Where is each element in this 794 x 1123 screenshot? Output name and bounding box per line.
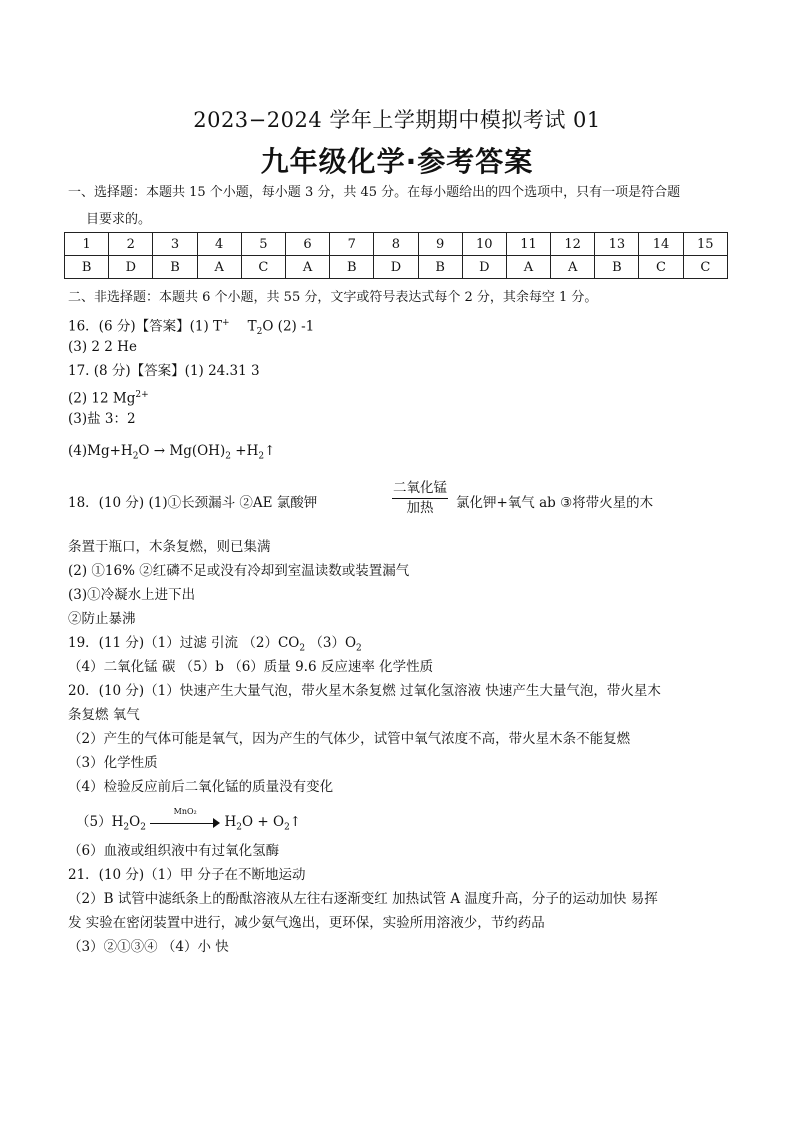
q19-sub: 2: [299, 643, 306, 654]
answer-cell: B: [153, 256, 197, 279]
q19-line1-text: 19．(11 分)（1）过滤 引流 （2）CO: [68, 635, 300, 651]
q20-line4: （3）化学性质: [68, 755, 158, 771]
q20-eq-sub: 2: [284, 822, 290, 833]
exam-title: 2023−2024 学年上学期期中模拟考试 01: [193, 108, 601, 132]
question-number-row: [65, 233, 728, 256]
q20-eq-sub: 2: [236, 822, 243, 833]
q19-line2: （4）二氧化锰 碳 （5）b （6）质量 9.6 反应速率 化学性质: [68, 659, 434, 675]
q20-eq-part: O: [129, 814, 141, 830]
question-number-cell: 4: [197, 233, 241, 256]
q20-line1: 20．(10 分)（1）快速产生大量气泡，带火星木条复燃 过氧化氢溶液 快速产生大量气泡，带火星木: [68, 683, 661, 699]
question-number-cell: 13: [595, 233, 639, 256]
answer-cell: D: [462, 256, 506, 279]
question-number-cell: 7: [330, 233, 374, 256]
section2-intro: 二、非选择题：本题共 6 个小题，共 55 分，文字或符号表达式每个 2 分，其余每空 1 分。: [68, 290, 598, 305]
q17-line1: 17. (8 分)【答案】(1) 24.31 3: [68, 363, 260, 379]
q20-line3: （2）产生的气体可能是氧气，因为产生的气体少，试管中氧气浓度不高，带火星木条不能复燃: [68, 731, 631, 747]
q17-eq-sub: 2: [225, 451, 231, 462]
answer-cell: A: [551, 256, 595, 279]
question-number-cell: 14: [639, 233, 683, 256]
q18-line3: (2) ①16% ②红磷不足或没有冷却到室温读数或装置漏气: [68, 563, 410, 579]
answer-cell: C: [683, 256, 727, 279]
answer-cell: D: [109, 256, 153, 279]
section1-intro-line1: 一、选择题：本题共 15 个小题，每小题 3 分，共 45 分。在每小题给出的四个选项中，只有一项是符合题: [68, 185, 681, 200]
answer-cell: C: [639, 256, 683, 279]
q21-line2: （2）B 试管中滤纸条上的酚酞溶液从左往右逐渐变红 加热试管 A 温度升高，分子的运动加快 易挥: [68, 891, 658, 907]
q17-line3: (3)盐 3：2: [68, 411, 136, 427]
q16-line2: (3) 2 2 He: [68, 339, 137, 355]
q16-mid: T: [247, 318, 257, 335]
answer-cell: B: [595, 256, 639, 279]
question-number-cell: 15: [683, 233, 727, 256]
q20-eq-part: ↑: [289, 814, 302, 830]
q18-condition-catalyst: 二氧化锰: [392, 480, 448, 499]
q20-eq-sub: 2: [140, 822, 146, 833]
q16-tail: O (2) -1: [262, 318, 315, 335]
q16-sup: +: [222, 318, 230, 328]
q20-eq-sub: 2: [123, 822, 130, 833]
answer-cell: A: [285, 256, 329, 279]
question-number-cell: 3: [153, 233, 197, 256]
q17-line4-equation: [68, 442, 275, 466]
answer-cell: B: [418, 256, 462, 279]
answer-row: [65, 256, 728, 279]
answer-cell: A: [197, 256, 241, 279]
q20-eq-part: O + O: [242, 814, 285, 830]
question-number-cell: 11: [506, 233, 550, 256]
q20-line5: （4）检验反应前后二氧化锰的质量没有变化: [68, 779, 334, 795]
q16-prefix: 16．(6 分)【答案】(1) T: [68, 318, 223, 335]
question-number-cell: 10: [462, 233, 506, 256]
q17-eq-part: O → Mg(OH): [138, 443, 226, 459]
q20-equation: [76, 806, 302, 833]
q17-line2-sup: 2+: [135, 390, 149, 400]
q16-sub: 2: [256, 327, 263, 338]
q17-eq-part: +H: [230, 443, 259, 459]
q18-condition-heat: 加热: [406, 500, 434, 516]
reaction-arrow: [150, 806, 220, 830]
question-number-cell: 12: [551, 233, 595, 256]
q19-line1: [68, 634, 362, 658]
q17-eq-sub: 2: [258, 451, 265, 462]
q17-eq-part: ↑: [264, 443, 276, 459]
section1-intro-line2: 目要求的。: [86, 212, 152, 227]
q19-line1-text: （3）O: [305, 635, 357, 651]
q18-line1-right: 氯化钾+氧气 ab ③将带火星的木: [456, 495, 654, 511]
arrow-head: [213, 818, 220, 828]
question-number-cell: 9: [418, 233, 462, 256]
q20-eq-part: H: [224, 814, 237, 830]
answer-cell: C: [241, 256, 285, 279]
q20-eq-part: （5）H: [76, 814, 124, 830]
q18-line5: ②防止暴沸: [68, 611, 136, 627]
arrow-shaft: [150, 823, 214, 824]
q18-reaction-condition: [392, 480, 448, 517]
answer-cell: A: [506, 256, 550, 279]
q18-line1-left: 18．(10 分) (1)①长颈漏斗 ②AE 氯酸钾: [68, 495, 318, 511]
answer-cell: D: [374, 256, 418, 279]
q20-line6: （6）血液或组织液中有过氧化氢酶: [68, 843, 280, 859]
q20-line2: 条复燃 氧气: [68, 707, 140, 723]
catalyst-label: MnO₂: [173, 806, 197, 816]
q18-line4: (3)①冷凝水上进下出: [68, 587, 196, 603]
q17-line2: [68, 386, 149, 408]
multiple-choice-answer-table: [64, 232, 728, 279]
question-number-cell: 8: [374, 233, 418, 256]
question-number-cell: 6: [285, 233, 329, 256]
q19-sub: 2: [356, 643, 362, 654]
q21-line4: （3）②①③④ （4）小 快: [68, 939, 229, 955]
question-number-cell: 2: [109, 233, 153, 256]
answer-key-title: 九年级化学·参考答案: [260, 145, 534, 178]
q18-line2: 条置于瓶口，木条复燃，则已集满: [68, 539, 271, 555]
q17-line2-text: (2) 12 Mg: [68, 390, 136, 407]
q21-line1: 21．(10 分)（1）甲 分子在不断地运动: [68, 867, 306, 883]
q17-eq-part: (4)Mg+H: [68, 443, 133, 459]
answer-cell: B: [330, 256, 374, 279]
question-number-cell: 1: [65, 233, 109, 256]
q17-eq-sub: 2: [132, 451, 139, 462]
answer-cell: B: [65, 256, 109, 279]
q21-line3: 发 实验在密闭装置中进行，减少氨气逸出，更环保，实验所用溶液少，节约药品: [68, 915, 545, 931]
question-number-cell: 5: [241, 233, 285, 256]
